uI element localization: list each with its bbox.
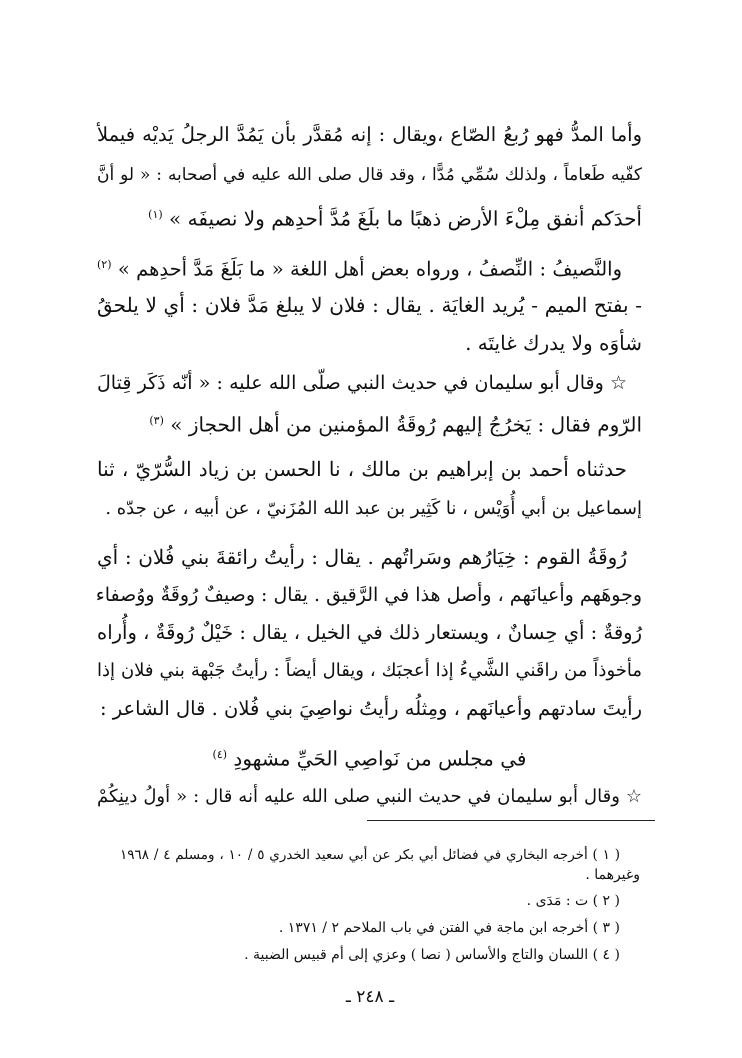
body-line-14: [97, 656, 642, 688]
body-line-10-text: إسماعيل بن أبي أُوَيْس ، نا كَثِير بن عبد الله المُزَنيّ ، عن أبيه ، عن جدّه .: [105, 498, 642, 519]
body-line-1-text: وأما المدُّ فهو رُبعُ الصّاع ،ويقال : إنه مُقدَّر بأن يَمُدَّ الرجلُ يَديْه فيملأ: [97, 123, 642, 146]
body-line-17-text: ☆ وقال أبو سليمان في حديث النبي صلى الله عليه أنه قال : « أولُ دينِكُمْ: [97, 786, 642, 807]
body-line-4-text: والنَّصيفُ : النِّصفُ ، ورواه بعض أهل اللغة « ما بَلَغَ مَدَّ أحدِهم »: [117, 257, 622, 281]
footnote-3: [120, 918, 620, 940]
body-line-1: [97, 120, 642, 152]
footnote-separator: [367, 820, 655, 821]
body-line-9: [97, 454, 627, 486]
footnote-2: [120, 891, 620, 913]
body-line-5: [97, 290, 642, 322]
body-line-15-text: رأيتَ سادتهم وأعيانَهم ، ومِثلُه رأيتُ نواصِيَ بني فُلان . قال الشاعر :: [99, 697, 642, 720]
footnote-marker-4: (٤): [212, 748, 228, 761]
body-line-10: [97, 494, 642, 526]
body-line-6-text: شأوَه ولا يدرك غايتَه .: [465, 331, 642, 355]
body-line-8: [97, 406, 642, 438]
body-line-7: [97, 368, 627, 400]
body-line-12-text: وجوهَهم وأعيانَهم ، وأصل هذا في الرَّقيق . يقال : وصيفٌ رُوقَةٌ ووُصفاء: [95, 584, 642, 606]
footnote-1: [120, 845, 620, 867]
body-line-13: [97, 618, 642, 650]
poem-verse: [97, 740, 642, 772]
body-line-3: [97, 200, 642, 232]
body-line-15: [97, 694, 642, 726]
body-line-11: [97, 542, 627, 574]
body-line-11-text: رُوقَةُ القوم : خِيَارُهم وسَراتُهم . يقال : رأيتُ رائقةَ بني فُلان : أي: [97, 545, 627, 569]
body-line-9-text: حدثناه أحمد بن إبراهيم بن مالك ، نا الحسن بن زياد السُّرّيّ ، ثنا: [97, 457, 627, 481]
body-line-17: [97, 782, 642, 814]
footnote-marker-1: (١): [148, 208, 163, 221]
page-number: ـ ٢٤٨ ـ: [345, 987, 395, 1007]
body-line-3-text: أحدَكم أنفق مِلْءَ الأرض ذهبًا ما بلَغَ مُدَّ أحدِهم ولا نصيفَه »: [169, 206, 642, 231]
footnote-marker-3: (٣): [149, 414, 164, 427]
body-line-2: [97, 160, 642, 192]
footnote-4-text: ( ٤ ) اللسان والتاج والأساس ( نصا ) وعزي إلى أم قبيس الضبية .: [244, 947, 620, 963]
body-line-2-text: كفّيه طَعاماً ، ولذلك سُمِّي مُدًّا ، وقد قال صلى الله عليه في أصحابه : « لو أنَّ: [97, 165, 642, 185]
body-line-4: [97, 250, 622, 282]
body-line-14-text: مأخوذاً من راقَني الشَّيءُ إذا أعجبَك ، ويقال أيضاً : رأيتُ جَبْهة بني فلان إذا: [97, 660, 642, 681]
body-line-7-text: ☆ وقال أبو سليمان في حديث النبي صلّى الله عليه : « أنّه ذَكَر قِتالَ: [97, 372, 627, 394]
footnote-4: [120, 945, 620, 967]
footnote-1-cont-text: وغيرهما .: [585, 867, 640, 883]
body-line-13-text: رُوقةٌ : أي حِسانٌ ، ويستعار ذلك في الخيل ، يقال : خَيْلٌ رُوقَةٌ ، وأُراه: [97, 621, 642, 644]
footnote-marker-2: (٢): [97, 258, 112, 271]
body-line-6: [97, 328, 642, 360]
body-line-5-text: - بفتح الميم - يُريد الغايَة . يقال : فلان لا يبلغ مَدَّ فلان : أي لا يلحقُ: [97, 293, 642, 317]
footnote-1-text: ( ١ ) أخرجه البخاري في فضائل أبي بكر عن أبي سعيد الخدري ٥ / ١٠ ، ومسلم ٤ / ١٩٦٨: [120, 847, 620, 863]
body-line-12: [97, 580, 642, 612]
footnote-1-cont: [120, 865, 640, 887]
footnote-2-text: ( ٢ ) ت : مَدَى .: [526, 893, 620, 909]
body-line-8-text: الرّوم فقال : يَخرُجُ إليهم رُوقَةُ المؤمنين من أهل الحجاز »: [170, 412, 642, 437]
footnote-3-text: ( ٣ ) أخرجه ابن ماجة في الفتن في باب الملاحم ٢ / ١٣٧١ .: [278, 920, 620, 936]
poem-verse-text: في مجلس من نَواصِي الحَيِّ مشهودِ: [233, 746, 527, 771]
